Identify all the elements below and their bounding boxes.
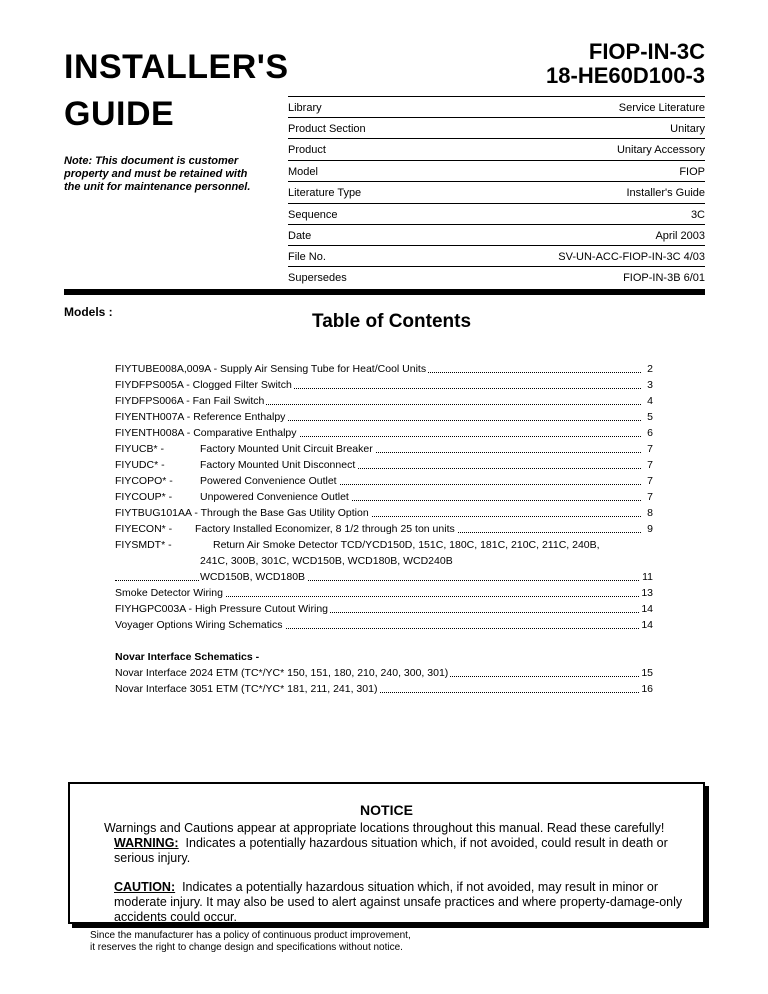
novar-heading: Novar Interface Schematics -	[115, 651, 260, 663]
toc-entry[interactable]	[115, 489, 653, 505]
toc-page: 14	[641, 619, 653, 631]
caution-text: Indicates a potentially hazardous situation which, if not avoided, may result in minor or moderate injury. It may also be used to alert against unsafe practices and where property-damage-only accidents could occur.	[114, 880, 683, 924]
toc-entry[interactable]	[115, 505, 653, 521]
notice-intro: Warnings and Cautions appear at appropriate locations throughout this manual. Read these carefully!	[104, 821, 665, 835]
footer-line1: Since the manufacturer has a policy of continuous product improvement,	[90, 930, 411, 941]
toc-page: 5	[647, 411, 653, 423]
toc-entry[interactable]	[115, 601, 653, 617]
toc-page: 11	[642, 571, 653, 583]
toc-entry-code: FIYUCB* -	[115, 443, 165, 455]
meta-row	[288, 245, 705, 267]
toc-entry-text: FIYDFPS006A - Fan Fail Switch	[115, 395, 265, 407]
toc-entry-continuation: 241C, 300B, 301C, WCD150B, WCD180B, WCD240B	[200, 555, 453, 567]
meta-row	[288, 96, 705, 118]
section-divider	[64, 289, 705, 295]
toc-page: 16	[641, 683, 653, 695]
toc-entry[interactable]	[115, 473, 653, 489]
meta-label: Product	[288, 144, 326, 156]
toc-entry-text: FIYTUBE008A,009A - Supply Air Sensing Tube for Heat/Cool Units	[115, 363, 427, 375]
toc-entry-text: Voyager Options Wiring Schematics	[115, 619, 283, 631]
toc-entry-text: FIYENTH008A - Comparative Enthalpy	[115, 427, 297, 439]
toc-entry[interactable]	[115, 569, 653, 585]
toc-entry-text: WCD150B, WCD180B	[200, 571, 306, 583]
meta-label: Product Section	[288, 123, 366, 135]
toc-entry-text: FIYENTH007A - Reference Enthalpy	[115, 411, 286, 423]
toc-entry-code: FIYCOUP* -	[115, 491, 173, 503]
toc-entry[interactable]	[115, 377, 653, 393]
toc-entry-code: FIYCOPO* -	[115, 475, 173, 487]
meta-label: Model	[288, 166, 318, 178]
toc-entry-text: Novar Interface 3051 ETM (TC*/YC* 181, 211, 241, 301)	[115, 683, 378, 695]
toc-page: 7	[647, 443, 653, 455]
footer-disclaimer	[90, 930, 411, 954]
retention-note: Note: This document is customer property and must be retained with the unit for maintenance personnel.	[64, 155, 251, 193]
toc-entry-text: Smoke Detector Wiring	[115, 587, 223, 599]
meta-value: April 2003	[655, 230, 705, 242]
toc-page: 3	[647, 379, 653, 391]
toc-entry-text: Factory Installed Economizer, 8 1/2 through 25 ton units	[195, 523, 455, 535]
meta-row	[288, 117, 705, 139]
toc-entry[interactable]	[115, 521, 653, 537]
toc-entry[interactable]	[115, 585, 653, 601]
meta-value: FIOP-IN-3B 6/01	[623, 272, 705, 284]
title-line2: GUIDE	[64, 95, 175, 133]
toc-entry[interactable]	[115, 665, 653, 681]
toc-entry[interactable]	[115, 425, 653, 441]
notice-caution	[114, 880, 699, 925]
toc-entry[interactable]	[115, 617, 653, 633]
toc-entry-text: Return Air Smoke Detector TCD/YCD150D, 151C, 180C, 181C, 210C, 211C, 240B,	[213, 539, 600, 551]
toc-page: 7	[647, 475, 653, 487]
toc-list	[115, 361, 653, 697]
toc-entry-smoke[interactable]	[115, 537, 653, 553]
toc-entry-text: Powered Convenience Outlet	[200, 475, 337, 487]
meta-value: Service Literature	[618, 102, 705, 114]
toc-page: 4	[647, 395, 653, 407]
toc-page: 7	[647, 491, 653, 503]
toc-entry[interactable]	[115, 393, 653, 409]
toc-entry[interactable]	[115, 361, 653, 377]
toc-page: 15	[641, 667, 653, 679]
meta-value: Installer's Guide	[626, 187, 705, 199]
meta-label: File No.	[288, 251, 326, 263]
meta-value: SV-UN-ACC-FIOP-IN-3C 4/03	[558, 251, 705, 263]
toc-entry-text: FIYDFPS005A - Clogged Filter Switch	[115, 379, 292, 391]
toc-entry[interactable]	[115, 409, 653, 425]
doc-id-line1: FIOP-IN-3C	[588, 39, 705, 64]
toc-entry-text: Factory Mounted Unit Circuit Breaker	[200, 443, 373, 455]
toc-entry-text: FIYTBUG101AA - Through the Base Gas Utility Option	[115, 507, 369, 519]
meta-label: Sequence	[288, 209, 338, 221]
meta-row	[288, 138, 705, 160]
meta-row	[288, 160, 705, 182]
meta-row	[288, 181, 705, 203]
notice-warning	[114, 836, 704, 866]
notice-title: NOTICE	[360, 802, 413, 818]
meta-row	[288, 203, 705, 225]
toc-page: 7	[647, 459, 653, 471]
toc-entry-text: Factory Mounted Unit Disconnect	[200, 459, 356, 471]
title-line1: INSTALLER'S	[64, 48, 289, 86]
models-label: Models :	[64, 305, 113, 319]
toc-entry[interactable]	[115, 441, 653, 457]
toc-entry-code: FIYSMDT* -	[115, 539, 172, 551]
meta-value: Unitary	[670, 123, 705, 135]
toc-page: 14	[641, 603, 653, 615]
toc-title: Table of Contents	[312, 311, 472, 332]
warning-text: Indicates a potentially hazardous situation which, if not avoided, could result in death or serious injury.	[114, 836, 668, 865]
footer-line2: it reserves the right to change design and specifications without notice.	[90, 942, 403, 953]
meta-value: FIOP	[679, 166, 705, 178]
toc-page: 2	[647, 363, 653, 375]
toc-entry-text: Unpowered Convenience Outlet	[200, 491, 349, 503]
toc-entry-text: Novar Interface 2024 ETM (TC*/YC* 150, 151, 180, 210, 240, 300, 301)	[115, 667, 449, 679]
warning-label: WARNING:	[114, 836, 179, 850]
meta-label: Supersedes	[288, 272, 347, 284]
caution-label: CAUTION:	[114, 880, 176, 894]
toc-entry-text: FIYHGPC003A - High Pressure Cutout Wiring	[115, 603, 328, 615]
toc-entry[interactable]	[115, 457, 653, 473]
meta-value: 3C	[690, 209, 705, 221]
toc-page: 8	[647, 507, 653, 519]
meta-row	[288, 266, 705, 288]
meta-row	[288, 224, 705, 246]
toc-entry-code: FIYECON* -	[115, 523, 173, 535]
meta-label: Literature Type	[288, 187, 362, 199]
meta-value: Unitary Accessory	[616, 144, 705, 156]
meta-label: Library	[288, 102, 322, 114]
doc-id-line2: 18-HE60D100-3	[546, 63, 705, 88]
meta-label: Date	[288, 230, 312, 242]
toc-entry[interactable]	[115, 681, 653, 697]
toc-entry-code: FIYUDC* -	[115, 459, 165, 471]
toc-page: 6	[647, 427, 653, 439]
toc-page: 13	[641, 587, 653, 599]
toc-page: 9	[647, 523, 653, 535]
